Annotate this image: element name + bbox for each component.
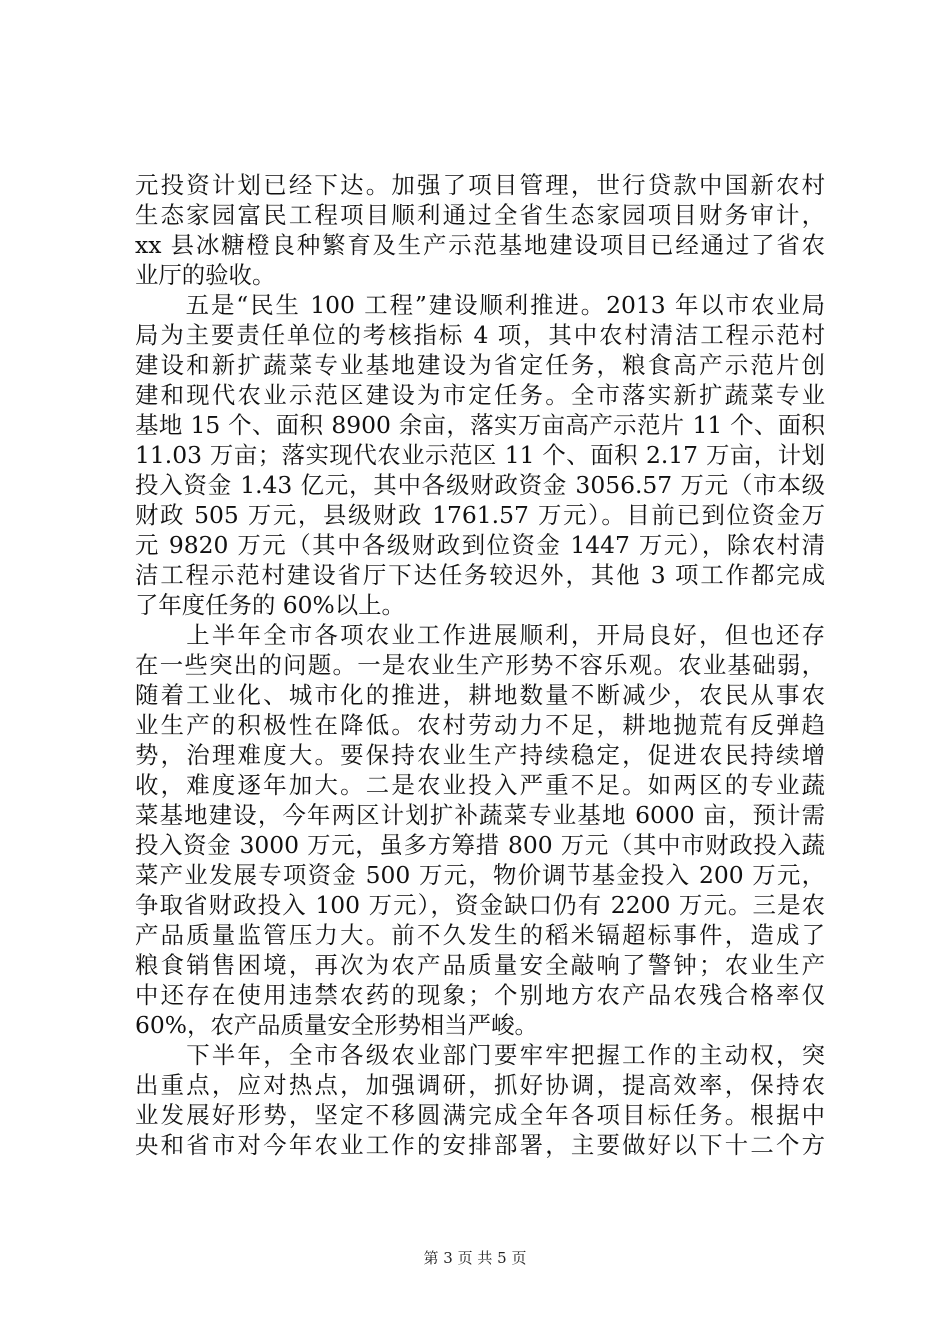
text-line: 洁工程示范村建设省厅下达任务较迟外，其他 3 项工作都完成: [135, 561, 825, 589]
text-line: 下半年，全市各级农业部门要牢牢把握工作的主动权，突: [135, 1041, 825, 1069]
text-line: 生态家园富民工程项目顺利通过全省生态家园项目财务审计，: [135, 201, 825, 229]
text-line: 投入资金 1.43 亿元，其中各级财政资金 3056.57 万元（市本级: [135, 471, 825, 499]
text-line: 上半年全市各项农业工作进展顺利，开局良好，但也还存: [135, 621, 825, 649]
text-line: 粮食销售困境，再次为农产品质量安全敲响了警钟；农业生产: [135, 951, 825, 979]
text-line: 了年度任务的 60%以上。: [135, 591, 405, 619]
text-line: 产品质量监管压力大。前不久发生的稻米镉超标事件，造成了: [135, 921, 825, 949]
text-line: 央和省市对今年农业工作的安排部署，主要做好以下十二个方: [135, 1131, 825, 1159]
text-line: 菜基地建设，今年两区计划扩补蔬菜专业基地 6000 亩，预计需: [135, 801, 825, 829]
text-line: 局为主要责任单位的考核指标 4 项，其中农村清洁工程示范村: [135, 321, 825, 349]
text-line: 随着工业化、城市化的推进，耕地数量不断减少，农民从事农: [135, 681, 825, 709]
text-line: xx 县冰糖橙良种繁育及生产示范基地建设项目已经通过了省农: [135, 231, 825, 259]
text-line: 建设和新扩蔬菜专业基地建设为省定任务，粮食高产示范片创: [135, 351, 825, 379]
text-line: 投入资金 3000 万元，虽多方筹措 800 万元（其中市财政投入蔬: [135, 831, 825, 859]
text-line: 在一些突出的问题。一是农业生产形势不容乐观。农业基础弱，: [135, 651, 825, 679]
text-line: 11.03 万亩；落实现代农业示范区 11 个、面积 2.17 万亩，计划: [135, 441, 825, 469]
text-line: 财政 505 万元，县级财政 1761.57 万元）。目前已到位资金万: [135, 501, 825, 529]
text-line: 业生产的积极性在降低。农村劳动力不足，耕地抛荒有反弹趋: [135, 711, 825, 739]
page-footer: 第 3 页 共 5 页: [423, 1249, 527, 1267]
text-line: 元 9820 万元（其中各级财政到位资金 1447 万元），除农村清: [135, 531, 825, 559]
text-line: 业厅的验收。: [135, 261, 276, 289]
text-line: 五是“民生 100 工程”建设顺利推进。2013 年以市农业局: [135, 291, 825, 319]
text-line: 元投资计划已经下达。加强了项目管理，世行贷款中国新农村: [135, 171, 825, 199]
text-line: 业发展好形势，坚定不移圆满完成全年各项目标任务。根据中: [135, 1101, 825, 1129]
text-line: 60%，农产品质量安全形势相当严峻。: [135, 1011, 538, 1039]
text-line: 菜产业发展专项资金 500 万元，物价调节基金投入 200 万元，: [135, 861, 825, 889]
text-line: 中还存在使用违禁农药的现象；个别地方农产品农残合格率仅: [135, 981, 825, 1009]
text-line: 收，难度逐年加大。二是农业投入严重不足。如两区的专业蔬: [135, 771, 825, 799]
document-body: [135, 170, 825, 1160]
text-line: 基地 15 个、面积 8900 余亩，落实万亩高产示范片 11 个、面积: [135, 411, 825, 439]
text-line: 争取省财政投入 100 万元），资金缺口仍有 2200 万元。三是农: [135, 891, 825, 919]
text-line: 势，治理难度大。要保持农业生产持续稳定，促进农民持续增: [135, 741, 825, 769]
text-line: 出重点，应对热点，加强调研，抓好协调，提高效率，保持农: [135, 1071, 825, 1099]
text-line: 建和现代农业示范区建设为市定任务。全市落实新扩蔬菜专业: [135, 381, 825, 409]
